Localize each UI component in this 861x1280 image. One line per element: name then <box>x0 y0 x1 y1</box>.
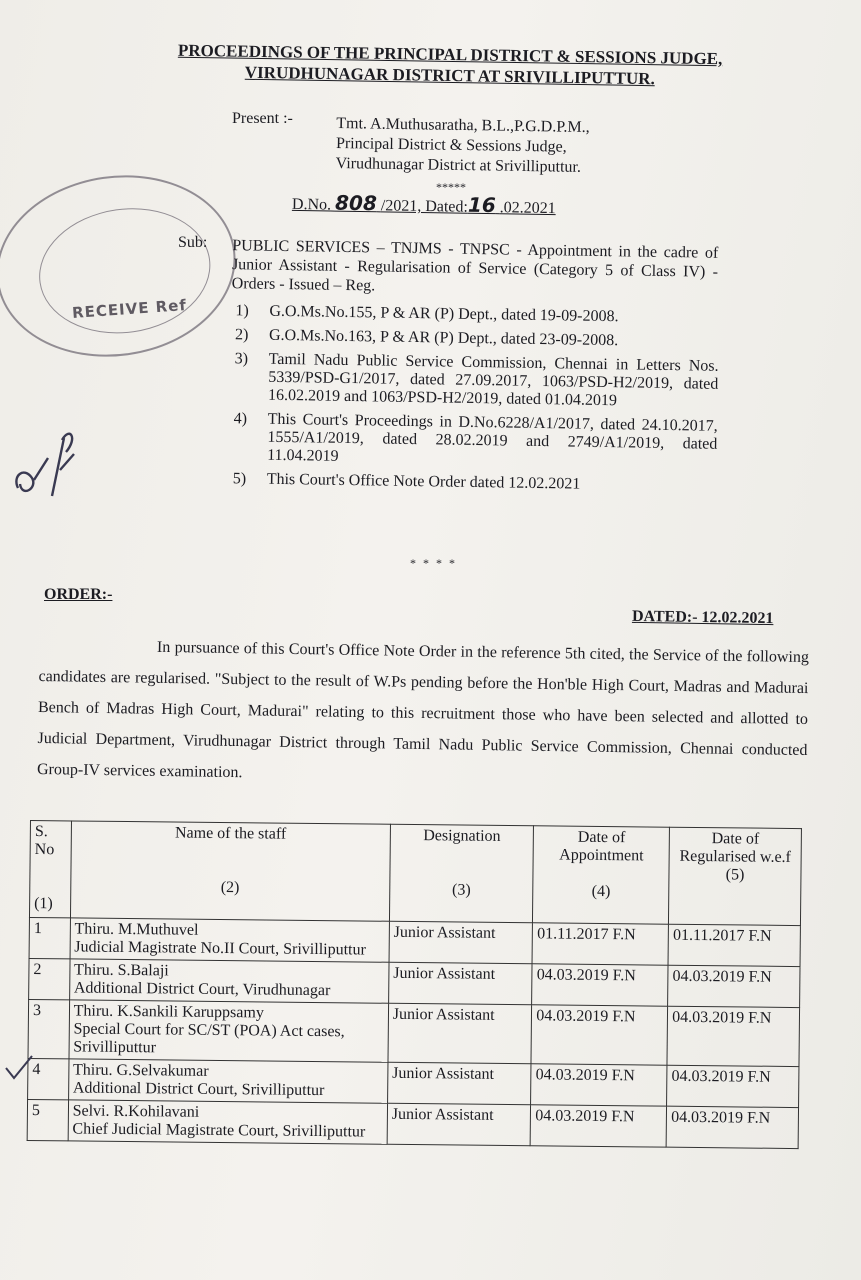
cell-designation: Junior Assistant <box>387 1103 531 1146</box>
reference-item <box>235 326 719 352</box>
cell-staff <box>68 1059 388 1103</box>
header-label: Name of the staff <box>174 824 287 843</box>
reference-text: Tamil Nadu Public Service Commission, Chennai in Letters Nos. 5339/PSD-G1/2017, dated 27.09.2017, 1063/PSD-H2/2019, dated 16.02.2019 and 1063/PSD-H2/2019, dated 01.04.2019 <box>267 350 719 410</box>
cell-appointment-date: 04.03.2019 F.N <box>531 1005 667 1065</box>
header-label: S. No <box>34 823 55 859</box>
check-mark-icon <box>2 1052 36 1082</box>
cell-regularised-date: 04.03.2019 F.N <box>667 1006 799 1066</box>
cell-designation: Junior Assistant <box>387 1062 531 1105</box>
cell-staff <box>68 1100 388 1144</box>
present-block <box>336 114 590 178</box>
cell-sno: 4 <box>28 1058 69 1099</box>
judge-name: Tmt. A.Muthusaratha, B.L.,P.G.D.P.M., <box>336 115 590 136</box>
order-dated: DATED:- 12.02.2021 <box>631 607 774 628</box>
staff-office: Special Court for SC/ST (POA) Act cases, Srivilliputtur <box>73 1020 345 1057</box>
cell-designation: Junior Assistant <box>388 962 532 1005</box>
dno-middle: /2021, Dated: <box>380 197 469 216</box>
judge-designation: Principal District & Sessions Judge, <box>335 135 567 156</box>
order-paragraph: In pursuance of this Court's Office Note Order in the reference 5th cited, the Service of the following candidates are regularised. "Subject to the result of W.Ps pending before the Hon'ble High Court, Madras and Madurai Bench of Madras High Court, Madurai" relating to this recruitment those who have been selected and allotted to Judicial Department, Virudhunagar District through Tamil Nadu Public Service Commission, Chennai conducted Group-IV services examination. <box>36 638 810 782</box>
subject-label: Sub: <box>178 234 208 251</box>
reference-text: This Court's Office Note Order dated 12.02.2021 <box>266 470 581 493</box>
cell-designation: Junior Assistant <box>388 1003 532 1063</box>
staff-office: Additional District Court, Srivilliputtur <box>72 1079 325 1100</box>
judge-place: Virudhunagar District at Srivilliputtur. <box>335 155 582 176</box>
header-column-number: (2) <box>220 879 240 897</box>
document-number <box>292 190 556 218</box>
reference-number: 4) <box>233 410 248 428</box>
present-label: Present :- <box>232 110 293 127</box>
staff-office: Chief Judicial Magistrate Court, Srivilliputtur <box>72 1120 366 1141</box>
cell-designation: Junior Assistant <box>389 921 533 964</box>
staff-name: Thiru. G.Selvakumar <box>72 1061 209 1080</box>
header-cell <box>389 824 533 922</box>
order-heading: ORDER:- <box>44 586 113 603</box>
dno-suffix: .02.2021 <box>499 199 556 218</box>
cell-regularised-date: 04.03.2019 F.N <box>668 965 800 1007</box>
cell-sno: 5 <box>27 1099 68 1140</box>
cell-regularised-date: 04.03.2019 F.N <box>667 1065 799 1107</box>
title-line-2: VIRUDHUNAGAR DISTRICT AT SRIVILLIPUTTUR. <box>244 62 655 89</box>
received-stamp-text: RECEIVE Ref <box>71 296 188 322</box>
cell-appointment-date: 01.11.2017 F.N <box>532 923 668 965</box>
reference-number: 2) <box>234 326 249 344</box>
received-stamp-inner-ring <box>31 197 219 344</box>
cell-sno: 2 <box>29 958 70 999</box>
header-label: Date of Appointment <box>559 828 644 865</box>
staff-name: Thiru. M.Muthuvel <box>74 920 199 939</box>
references-list <box>233 302 720 502</box>
staff-name: Thiru. S.Balaji <box>74 961 169 980</box>
reference-number: 1) <box>235 302 249 320</box>
header-cell <box>669 827 802 925</box>
header-column-number: (5) <box>725 866 745 884</box>
table-row <box>28 999 800 1066</box>
document-title <box>100 39 801 92</box>
dno-number-handwritten: 808 <box>334 190 378 216</box>
reference-text: G.O.Ms.No.163, P & AR (P) Dept., dated 23-09-2008. <box>268 326 619 350</box>
cell-regularised-date: 01.11.2017 F.N <box>668 924 800 966</box>
cell-staff <box>69 1000 389 1062</box>
reference-item <box>233 410 718 472</box>
header-label: Designation <box>423 827 501 845</box>
references-stars: * * * * <box>410 556 457 570</box>
dno-day-handwritten: 16 <box>467 192 496 218</box>
header-column-number: (4) <box>591 882 611 901</box>
header-column-number: (1) <box>34 895 53 913</box>
dno-prefix: D.No. <box>291 195 332 214</box>
reference-number: 3) <box>234 350 249 368</box>
cell-sno: 3 <box>28 999 69 1058</box>
cell-staff <box>69 959 389 1003</box>
header-column-number: (3) <box>451 881 471 899</box>
reference-number: 5) <box>232 470 247 488</box>
reference-item <box>234 350 719 412</box>
present-stars: ***** <box>436 180 466 194</box>
received-stamp <box>0 160 247 372</box>
handwritten-initials <box>8 418 82 508</box>
header-label: Date of Regularised w.e.f <box>679 830 792 866</box>
table-row <box>27 1099 798 1148</box>
table-header-row <box>29 821 801 926</box>
cell-regularised-date: 04.03.2019 F.N <box>666 1106 798 1148</box>
reference-item <box>233 470 717 496</box>
header-cell <box>70 821 390 921</box>
staff-office: Additional District Court, Virudhunagar <box>73 979 331 1000</box>
header-cell <box>533 826 670 924</box>
cell-appointment-date: 04.03.2019 F.N <box>531 1064 667 1106</box>
cell-appointment-date: 04.03.2019 F.N <box>530 1105 666 1147</box>
title-line-1: PROCEEDINGS OF THE PRINCIPAL DISTRICT & SESSIONS JUDGE, <box>177 40 723 69</box>
cell-sno: 1 <box>29 917 70 958</box>
staff-table <box>27 820 802 1149</box>
reference-text: G.O.Ms.No.155, P & AR (P) Dept., dated 19-09-2008. <box>269 302 619 326</box>
cell-appointment-date: 04.03.2019 F.N <box>532 964 668 1006</box>
staff-name: Selvi. R.Kohilavani <box>72 1102 200 1121</box>
reference-text: This Court's Proceedings in D.No.6228/A1/2017, dated 24.10.2017, 1555/A1/2019, dated 28.02.2019 and 2749/A1/2019, dated 11.04.2019 <box>267 410 718 465</box>
staff-name: Thiru. K.Sankili Karuppsamy <box>73 1002 264 1022</box>
staff-office: Judicial Magistrate No.II Court, Srivilliputtur <box>74 938 366 959</box>
cell-staff <box>70 918 390 962</box>
reference-item <box>235 302 719 328</box>
header-cell <box>29 821 71 918</box>
subject-text: PUBLIC SERVICES – TNJMS - TNPSC - Appointment in the cadre of Junior Assistant - Regularisation of Service (Category 5 of Class IV) - Orders - Issued – Reg. <box>231 237 719 295</box>
